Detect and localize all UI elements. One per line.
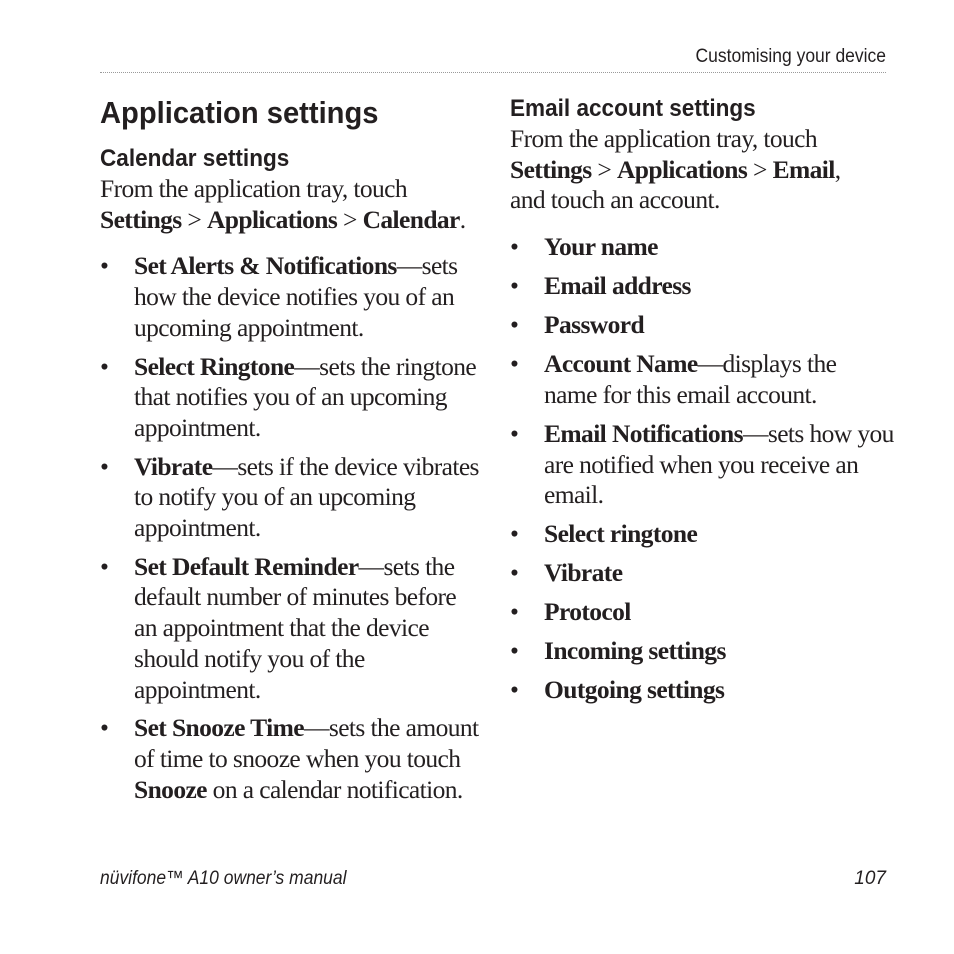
calendar-path-calendar: Calendar (362, 204, 460, 234)
path-separator: > (181, 204, 207, 234)
bullet-icon: • (510, 519, 519, 549)
bullet-icon: • (510, 675, 519, 705)
page-number: 107 (854, 868, 886, 889)
item-desc: —sets the amount of time to snooze when you touch (134, 713, 479, 773)
bullet-icon: • (100, 551, 109, 581)
path-separator: > (747, 154, 773, 184)
email-settings-list (510, 232, 894, 706)
path-end: . (459, 204, 466, 234)
list-item (510, 519, 894, 550)
list-item (510, 349, 894, 410)
calendar-settings-list (100, 251, 480, 805)
bullet-icon: • (510, 271, 519, 301)
list-item (510, 232, 894, 263)
email-settings-heading: Email account settings (510, 95, 756, 122)
item-term: Protocol (544, 597, 631, 627)
list-item (510, 636, 894, 667)
item-desc: —displays the name for this email account. (544, 349, 837, 409)
list-item (100, 552, 480, 706)
item-term: Your name (544, 232, 658, 262)
calendar-path-settings: Settings (100, 204, 182, 234)
calendar-path-applications: Applications (206, 204, 338, 234)
item-desc: on a calendar notification. (206, 774, 463, 804)
list-item (100, 251, 480, 343)
bullet-icon: • (100, 713, 109, 743)
bullet-icon: • (510, 418, 519, 448)
list-item (100, 452, 480, 544)
item-term: Vibrate (544, 558, 623, 588)
item-term: Set Alerts & Notifications (134, 251, 397, 281)
item-desc: —sets how the device notifies you of an upcoming appointment. (134, 251, 458, 342)
item-term: Vibrate (134, 451, 213, 481)
item-desc: —sets the ringtone that notifies you of an upcoming appointment. (134, 351, 477, 442)
email-path-email: Email (772, 154, 835, 184)
header-divider (100, 72, 886, 73)
bullet-icon: • (510, 636, 519, 666)
item-term-snooze: Snooze (134, 774, 207, 804)
bullet-icon: • (510, 597, 519, 627)
email-outro-text: and touch an account. (510, 185, 720, 215)
path-tail: , (834, 154, 841, 184)
item-term: Incoming settings (544, 636, 726, 666)
bullet-icon: • (100, 251, 109, 281)
bullet-icon: • (510, 310, 519, 340)
list-item (510, 419, 894, 511)
email-path-applications: Applications (616, 154, 748, 184)
path-separator: > (337, 204, 363, 234)
item-term: Set Snooze Time (134, 713, 304, 743)
email-intro (510, 124, 894, 216)
right-column (510, 94, 894, 714)
email-path-settings: Settings (510, 154, 592, 184)
bullet-icon: • (100, 351, 109, 381)
left-column (100, 94, 480, 813)
item-term: Select Ringtone (134, 351, 295, 381)
item-term: Email Notifications (544, 418, 743, 448)
item-desc: —sets how you are notified when you receive an email. (544, 418, 894, 510)
bullet-icon: • (510, 232, 519, 262)
calendar-settings-heading: Calendar settings (100, 145, 290, 172)
running-header: Customising your device (695, 46, 886, 67)
bullet-icon: • (100, 451, 109, 481)
item-term: Select ringtone (544, 519, 698, 549)
item-term: Outgoing settings (544, 675, 725, 705)
list-item (510, 558, 894, 589)
list-item (100, 713, 480, 805)
item-term: Email address (544, 271, 691, 301)
calendar-intro (100, 174, 480, 235)
email-intro-text: From the application tray, touch (510, 124, 818, 153)
calendar-intro-text: From the application tray, touch (100, 174, 408, 203)
bullet-icon: • (510, 558, 519, 588)
path-separator: > (591, 154, 617, 184)
list-item (100, 352, 480, 444)
item-desc: —sets if the device vibrates to notify you of an upcoming appointment. (134, 451, 479, 543)
item-term: Set Default Reminder (134, 551, 359, 581)
list-item (510, 675, 894, 706)
footer-manual-title: nüvifone™ A10 owner’s manual (100, 868, 347, 889)
item-term: Account Name (544, 349, 698, 379)
item-desc: —sets the default number of minutes before an appointment that the device should notify you of the appointment. (134, 551, 457, 704)
list-item (510, 597, 894, 628)
list-item (510, 310, 894, 341)
bullet-icon: • (510, 349, 519, 379)
list-item (510, 271, 894, 302)
item-term: Password (544, 310, 645, 340)
page-title: Application settings (100, 95, 379, 130)
